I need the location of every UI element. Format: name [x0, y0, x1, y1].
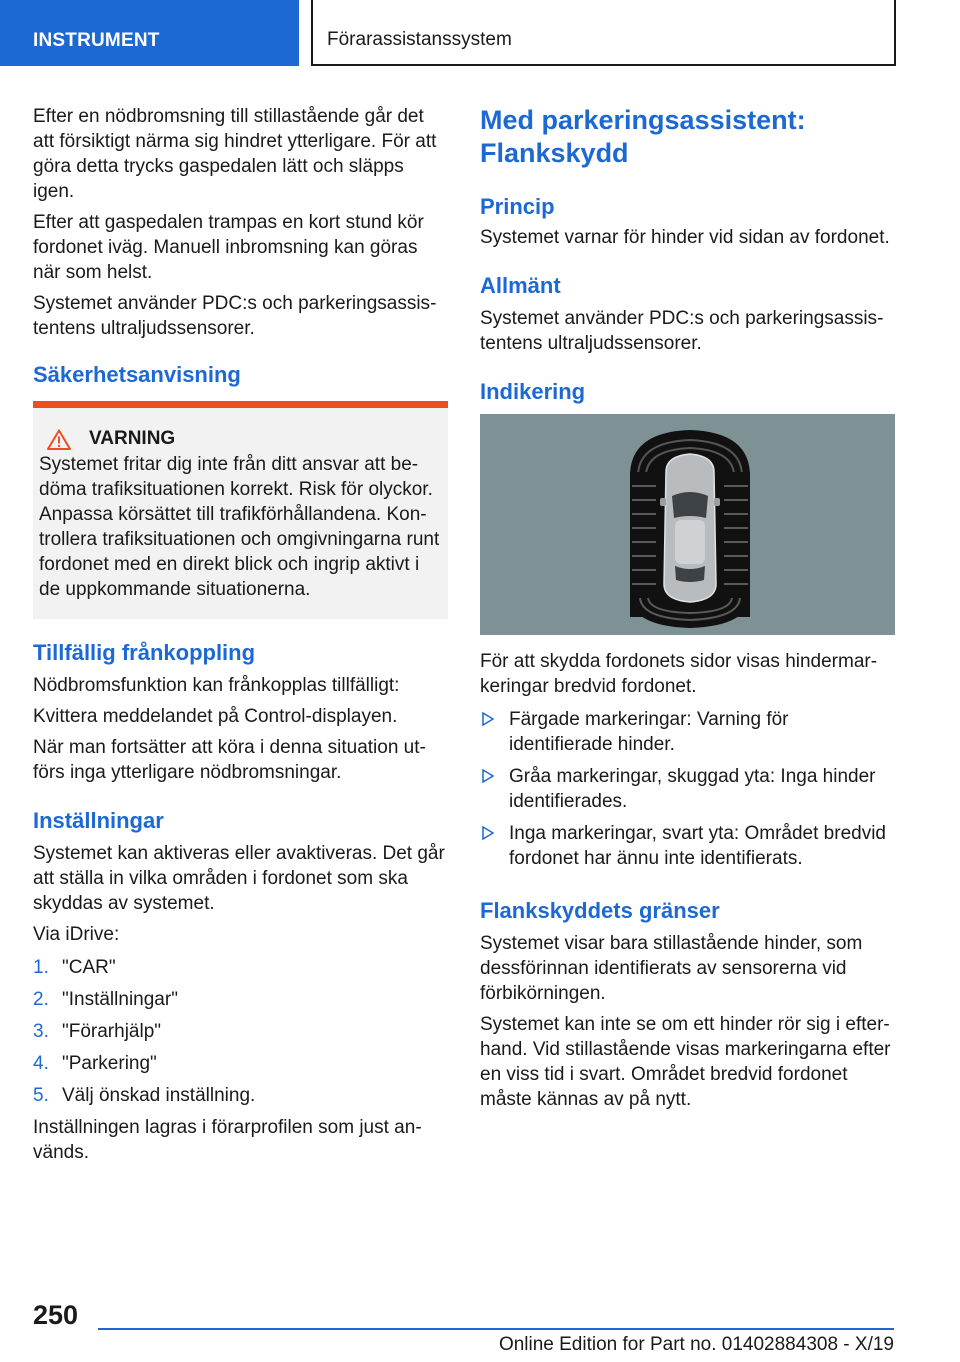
section-tab: INSTRUMENT: [0, 0, 299, 66]
paragraph: Systemet använder PDC:s och parkeringsassistentens ultraljudssensorer.: [33, 293, 437, 339]
step-text: "Förarhjälp": [62, 1021, 162, 1042]
paragraph: Systemet använder PDC:s och parkeringsassistentens ultraljudssensorer.: [480, 308, 884, 354]
list-item: [33, 987, 448, 1012]
step-text: Välj önskad inställning.: [62, 1085, 256, 1106]
list-item: [33, 1051, 448, 1076]
paragraph: Efter att gaspedalen trampas en kort stund kör fordonet iväg. Manuell inbromsning kan göras när som helst.: [33, 212, 424, 283]
heading-temporary-deactivation: Tillfällig frånkoppling: [33, 640, 256, 665]
list-item: [33, 1083, 448, 1108]
paragraph: Inställningen lagras i förarprofilen som just används.: [33, 1117, 422, 1163]
chapter-title: Förarassistanssystem: [311, 0, 896, 66]
triangle-bullet-icon: [480, 821, 509, 871]
warning-label: VARNING: [89, 428, 176, 449]
bullet-text: Gråa markeringar, skuggad yta: Inga hinder identifierades.: [509, 766, 876, 812]
marking-list: [480, 707, 895, 871]
paragraph: Systemet varnar för hinder vid sidan av fordonet.: [480, 227, 890, 248]
paragraph: När man fortsätter att köra i denna situation utförs inga ytterligare nödbromsningar.: [33, 737, 426, 783]
footer-divider: [98, 1328, 894, 1330]
right-column: [480, 104, 895, 1118]
paragraph: Via iDrive:: [33, 924, 120, 945]
heading-side-protection: Med parkeringsassistent: Flankskydd: [480, 105, 806, 168]
step-text: "Inställningar": [62, 989, 178, 1010]
heading-general: Allmänt: [480, 273, 561, 298]
paragraph: Efter en nödbromsning till stillastående går det att försiktigt närma sig hindret ytterligare. För att göra detta trycks gaspedalen lätt och släpps igen.: [33, 106, 437, 202]
step-number: 1.: [33, 957, 49, 978]
triangle-bullet-icon: [480, 707, 509, 757]
side-protection-display-image: [480, 414, 895, 635]
step-number: 5.: [33, 1085, 49, 1106]
heading-safety: Säkerhetsanvisning: [33, 362, 241, 387]
step-number: 3.: [33, 1021, 49, 1042]
warning-triangle-icon: [47, 429, 71, 450]
paragraph: Nödbromsfunktion kan frånkopplas tillfälligt:: [33, 675, 400, 696]
paragraph: Systemet visar bara stillastående hinder, som dessförinnan identifierats av sensorerna vid förbikörningen.: [480, 933, 863, 1004]
paragraph: Kvittera meddelandet på Control-displayen.: [33, 706, 398, 727]
warning-title: [39, 428, 440, 450]
step-number: 4.: [33, 1053, 49, 1074]
heading-settings: Inställningar: [33, 808, 164, 833]
list-item: [33, 1019, 448, 1044]
step-text: "CAR": [62, 957, 116, 978]
triangle-bullet-icon: [480, 764, 509, 814]
settings-steps: [33, 955, 448, 1108]
left-column: [33, 104, 448, 1171]
page-number: 250: [33, 1300, 79, 1330]
step-number: 2.: [33, 989, 49, 1010]
heading-limits: Flankskyddets gränser: [480, 898, 720, 923]
list-item: [33, 955, 448, 980]
bullet-text: Inga markeringar, svart yta: Området bredvid fordonet har ännu inte identifierats.: [509, 823, 886, 869]
warning-bar: [33, 401, 448, 408]
paragraph: För att skydda fordonets sidor visas hindermarkeringar bredvid fordonet.: [480, 651, 878, 697]
list-item: [480, 764, 895, 814]
heading-principle: Princip: [480, 194, 555, 219]
warning-text: Systemet fritar dig inte från ditt ansvar att bedöma trafiksituationen korrekt. Risk för olyckor. Anpassa körsättet till trafikförhållandena. Kontrollera trafiksituationen och omgivningarna runt fordonet med en direkt blick och ingrip aktivt i de uppkommande situationerna.: [39, 454, 440, 600]
step-text: "Parkering": [62, 1053, 157, 1074]
warning-box: [33, 408, 448, 619]
heading-display: Indikering: [480, 379, 586, 404]
paragraph: Systemet kan aktiveras eller avaktiveras. Det går att ställa in vilka områden i fordonet som ska skyddas av systemet.: [33, 843, 445, 914]
list-item: [480, 707, 895, 757]
paragraph: Systemet kan inte se om ett hinder rör sig i efterhand. Vid stillastående visas markeringarna efter en viss tid i svart. Området bredvid fordonet måste kännas av på nytt.: [480, 1014, 891, 1110]
bullet-text: Färgade markeringar: Varning för identifierade hinder.: [509, 709, 789, 755]
list-item: [480, 821, 895, 871]
footer-edition[interactable]: Online Edition for Part no. 01402884308 - X/19: [498, 1334, 894, 1355]
